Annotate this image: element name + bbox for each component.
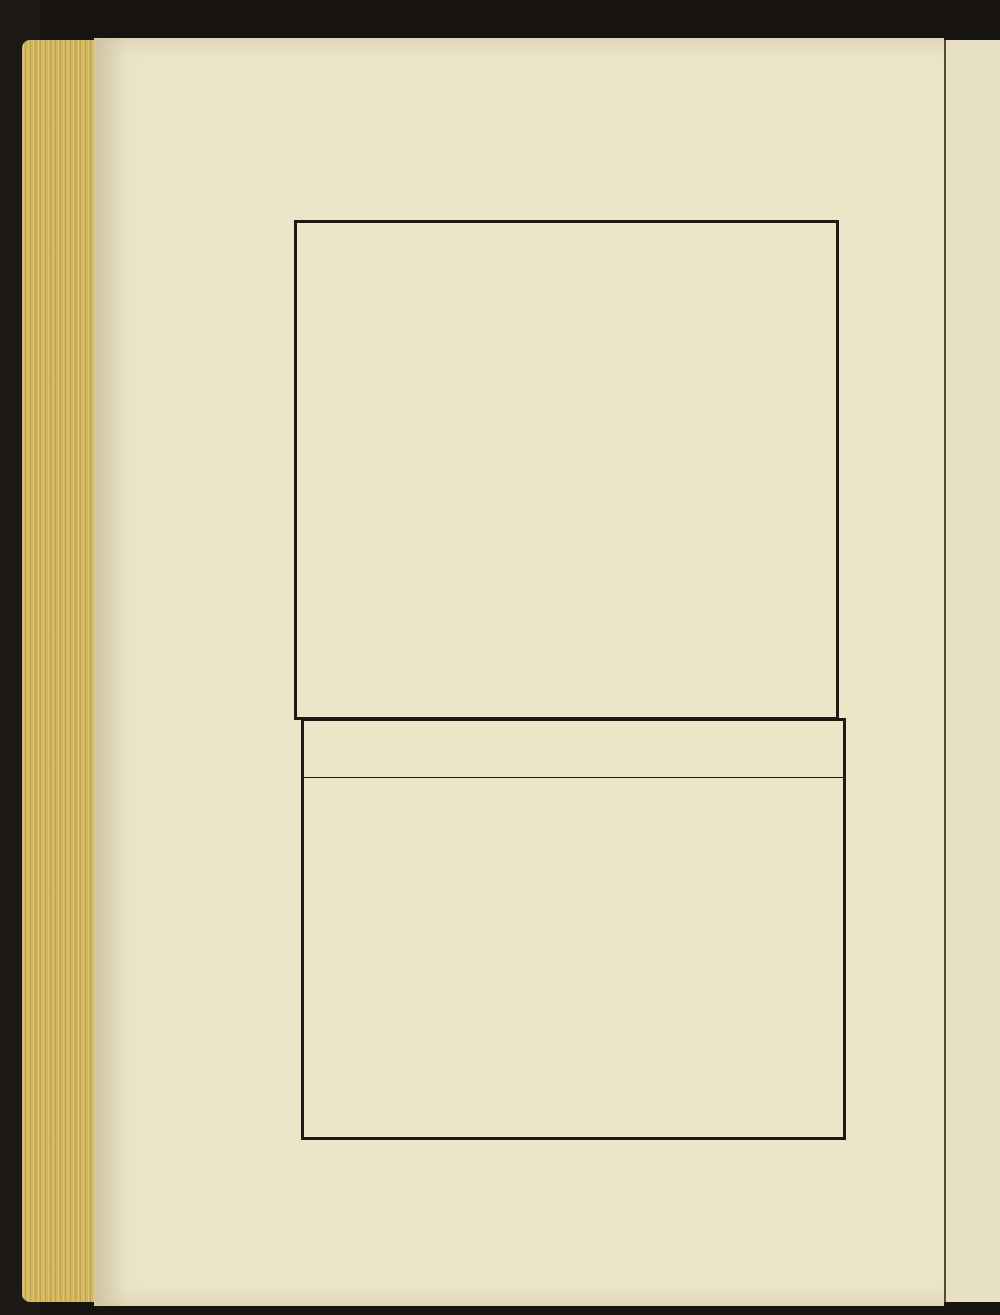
page-edges	[22, 40, 102, 1302]
register-table-lower	[301, 718, 846, 1140]
register-table-upper	[294, 220, 839, 720]
next-page-edge	[944, 40, 1000, 1302]
